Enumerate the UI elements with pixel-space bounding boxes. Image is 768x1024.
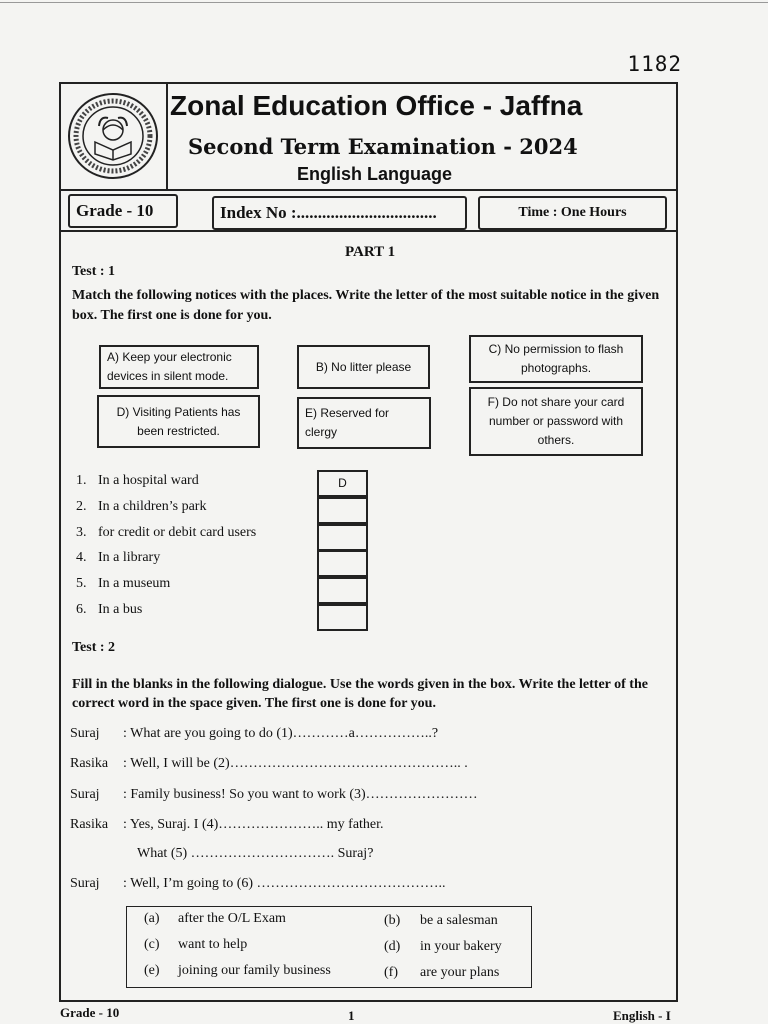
footer-page-number: 1 — [348, 1008, 355, 1023]
option-text: be a salesman — [420, 913, 498, 928]
list-item: 4. In a library — [76, 550, 161, 566]
grade-box: Grade - 10 — [68, 194, 178, 228]
answer-box-3[interactable] — [317, 524, 368, 551]
dialogue-speaker: Suraj — [70, 726, 100, 741]
dialogue-line: : Yes, Suraj. I (4)………………….. my father. — [123, 817, 384, 832]
option-letter: (c) — [144, 937, 160, 952]
office-seal-logo — [64, 90, 162, 182]
time-box: Time : One Hours — [478, 196, 667, 230]
footer-grade: Grade - 10 — [60, 1005, 120, 1020]
option-letter: (f) — [384, 965, 398, 980]
header-divider — [59, 189, 678, 191]
header-divider-bottom — [59, 230, 678, 232]
dialogue-line: : Family business! So you want to work (3)…………………… — [123, 787, 478, 802]
list-item: 3. for credit or debit card users — [76, 524, 257, 540]
dialogue-line: What (5) …………………………. Suraj? — [137, 846, 374, 861]
list-item: 2. In a children’s park — [76, 498, 207, 514]
footer-subject: English - I — [613, 1008, 671, 1023]
option-letter: (a) — [144, 911, 160, 926]
test1-instruction: Match the following notices with the places. Write the letter of the most suitable notice in the given box. The first one is done for you. — [72, 288, 660, 323]
notice-f: F) Do not share your card number or password with others. — [469, 387, 643, 456]
option-letter: (e) — [144, 963, 160, 978]
dialogue-line: : Well, I will be (2)………………………………………….. . — [123, 756, 468, 771]
dialogue-speaker: Rasika — [70, 817, 109, 832]
logo-divider — [166, 82, 168, 190]
scan-edge-line — [0, 2, 768, 3]
option-text: want to help — [178, 937, 248, 952]
test1-title: Test : 1 — [72, 264, 116, 279]
list-item: 5. In a museum — [76, 576, 171, 592]
dialogue-speaker: Suraj — [70, 876, 100, 891]
notice-a: A) Keep your electronic devices in silent mode. — [99, 345, 259, 389]
list-item: 6. In a bus — [76, 601, 143, 617]
answer-box-1[interactable]: D — [317, 470, 368, 497]
part-heading: PART 1 — [345, 244, 396, 260]
index-number-field[interactable]: Index No :................................. — [212, 196, 467, 230]
dialogue-line: : Well, I’m going to (6) ………………………………….. — [123, 876, 446, 891]
test2-title: Test : 2 — [72, 640, 116, 655]
notice-d: D) Visiting Patients has been restricted. — [97, 395, 260, 448]
option-text: are your plans — [420, 965, 500, 980]
answer-box-6[interactable] — [317, 604, 368, 631]
option-text: after the O/L Exam — [178, 911, 286, 926]
subject-title: English Language — [297, 164, 453, 184]
notice-c: C) No permission to flash photographs. — [469, 335, 643, 383]
answer-box-4[interactable] — [317, 550, 368, 577]
notice-e: E) Reserved for clergy — [297, 397, 431, 449]
dialogue-speaker: Rasika — [70, 756, 109, 771]
list-item: 1. In a hospital ward — [76, 473, 199, 488]
option-letter: (b) — [384, 913, 401, 928]
exam-title: Second Term Examination - 2024 — [188, 134, 578, 159]
test2-instruction: Fill in the blanks in the following dialogue. Use the words given in the box. Write the letter of the correct word in the space given. The first one is done for you. — [72, 677, 648, 711]
answer-box-5[interactable] — [317, 577, 368, 604]
test1-question-list — [76, 470, 256, 625]
answer-box-2[interactable] — [317, 497, 368, 524]
office-title: Zonal Education Office - Jaffna — [170, 90, 583, 121]
dialogue-speaker: Suraj — [70, 787, 100, 802]
page-number: 1182 — [627, 52, 682, 76]
option-text: joining our family business — [178, 963, 331, 978]
option-text: in your bakery — [420, 939, 502, 954]
notice-b: B) No litter please — [297, 345, 430, 389]
option-letter: (d) — [384, 939, 401, 954]
dialogue-line: : What are you going to do (1)…………a……………..? — [123, 726, 439, 741]
